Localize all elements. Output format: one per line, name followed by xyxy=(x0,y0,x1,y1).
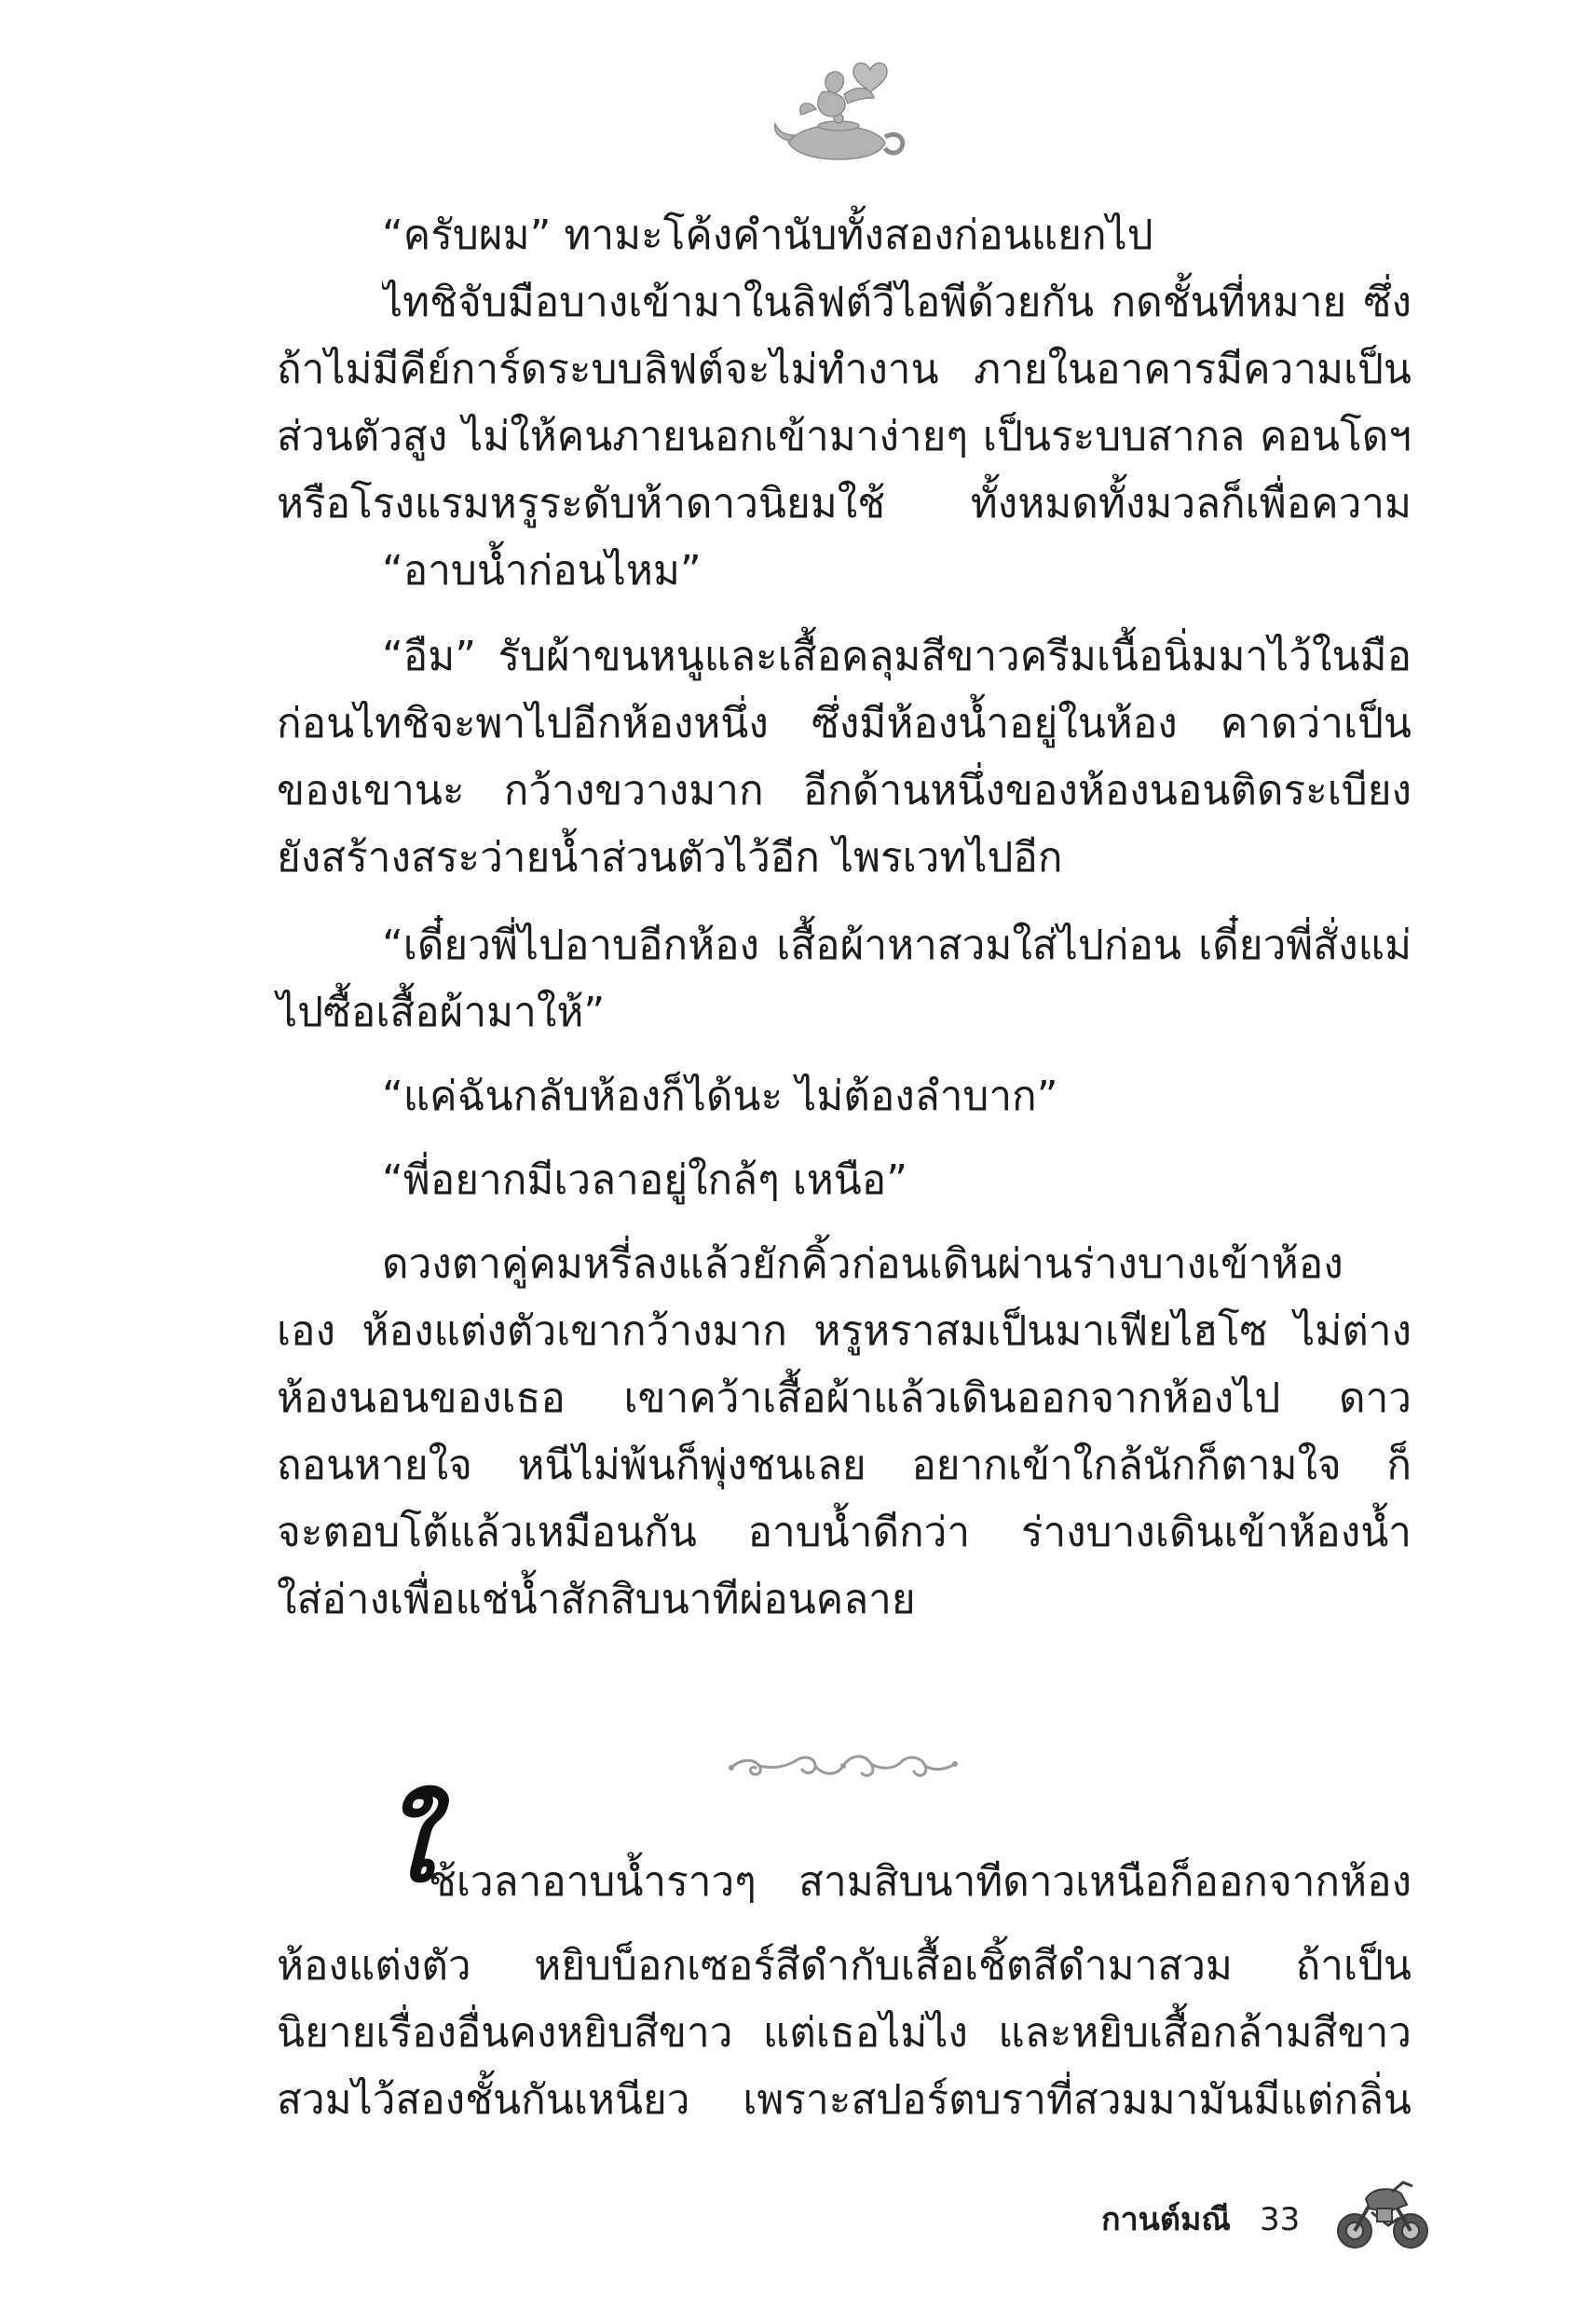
text-line: ดวงตาคู่คมหรี่ลงแล้วยักคิ้วก่อนเดินผ่านร่างบางเข้าห้อง xyxy=(382,1240,1344,1288)
text-line: นิยายเรื่องอื่นคงหยิบสีขาว แต่เธอไม่ไง และหยิบเสื้อกล้ามสีขาว xyxy=(277,2009,1412,2057)
text-line: ถอนหายใจ หนีไม่พ้นก็พุ่งชนเลย อยากเข้าใกล้นักก็ตามใจ ก็ xyxy=(277,1442,1412,1489)
text-line: “แค่ฉันกลับห้องก็ได้นะ ไม่ต้องลำบาก” xyxy=(382,1073,1058,1120)
text-line: ใส่อ่างเพื่อแช่น้ำสักสิบนาทีผ่อนคลาย xyxy=(277,1576,916,1623)
text-line: ถ้าไม่มีคีย์การ์ดระบบลิฟต์จะไม่ทำงาน ภายในอาคารมีความเป็น xyxy=(277,346,1412,393)
text-line: ยังสร้างสระว่ายน้ำส่วนตัวไว้อีก ไพรเวทไปอีก xyxy=(277,834,1063,882)
drop-cap: ใ xyxy=(382,1784,433,1906)
text-line: ไทชิจับมือบางเข้ามาในลิฟต์วีไอพีด้วยกัน กดชั้นที่หมาย ซึ่ง xyxy=(382,279,1412,326)
text-line: “ครับผม” ทามะโค้งคำนับทั้งสองก่อนแยกไป xyxy=(382,212,1153,259)
text-line: ห้องแต่งตัว หยิบบ็อกเซอร์สีดำกับเสื้อเชิ้ตสีดำมาสวม ถ้าเป็น xyxy=(277,1942,1412,1990)
text-line: ก่อนไทชิจะพาไปอีกห้องหนึ่ง ซึ่งมีห้องน้ำอยู่ในห้อง คาดว่าเป็น xyxy=(277,700,1412,747)
text-line: จะตอบโต้แล้วเหมือนกัน อาบน้ำดีกว่า ร่างบางเดินเข้าห้องน้ำ xyxy=(277,1509,1412,1556)
text-line: ช้เวลาอาบน้ำราวๆ สามสิบนาทีดาวเหนือก็ออกจากห้อง xyxy=(429,1858,1412,1906)
footer-author: กานต์มณี xyxy=(1101,2201,1231,2238)
text-line: “เดี๋ยวพี่ไปอาบอีกห้อง เสื้อผ้าหาสวมใส่ไปก่อน เดี๋ยวพี่สั่งแม่ xyxy=(382,922,1412,969)
swirl-divider-icon xyxy=(722,1738,964,1794)
text-line: สวมไว้สองชั้นกันเหนียว เพราะสปอร์ตบราที่สวมมามันมีแต่กลิ่น xyxy=(277,2076,1412,2124)
page-number: 33 xyxy=(1260,2201,1301,2238)
text-line: “อาบน้ำก่อนไหม” xyxy=(382,547,702,595)
text-line: “พี่อยากมีเวลาอยู่ใกล้ๆ เหนือ” xyxy=(382,1156,908,1204)
text-line: ส่วนตัวสูง ไม่ให้คนภายนอกเข้ามาง่ายๆ เป็นระบบสากล คอนโดฯ xyxy=(277,413,1412,460)
text-line: หรือโรงแรมหรูระดับห้าดาวนิยมใช้ ทั้งหมดทั้งมวลก็เพื่อความ xyxy=(277,480,1412,527)
text-line: ไปซื้อเสื้อผ้ามาให้” xyxy=(277,989,606,1036)
text-line: เอง ห้องแต่งตัวเขากว้างมาก หรูหราสมเป็นมาเฟียไฮโซ ไม่ต่าง xyxy=(277,1307,1412,1355)
text-line: “อืม” รับผ้าขนหนูและเสื้อคลุมสีขาวครีมเนื้อนิ่มมาไว้ในมือ xyxy=(382,633,1412,680)
cupid-teapot-ornament-icon xyxy=(770,51,909,168)
motorcycle-icon xyxy=(1334,2171,1432,2255)
text-line: ห้องนอนของเธอ เขาคว้าเสื้อผ้าแล้วเดินออกจากห้องไป ดาว xyxy=(277,1374,1412,1422)
text-line: ของเขานะ กว้างขวางมาก อีกด้านหนึ่งของห้องนอนติดระเบียง xyxy=(277,767,1412,814)
